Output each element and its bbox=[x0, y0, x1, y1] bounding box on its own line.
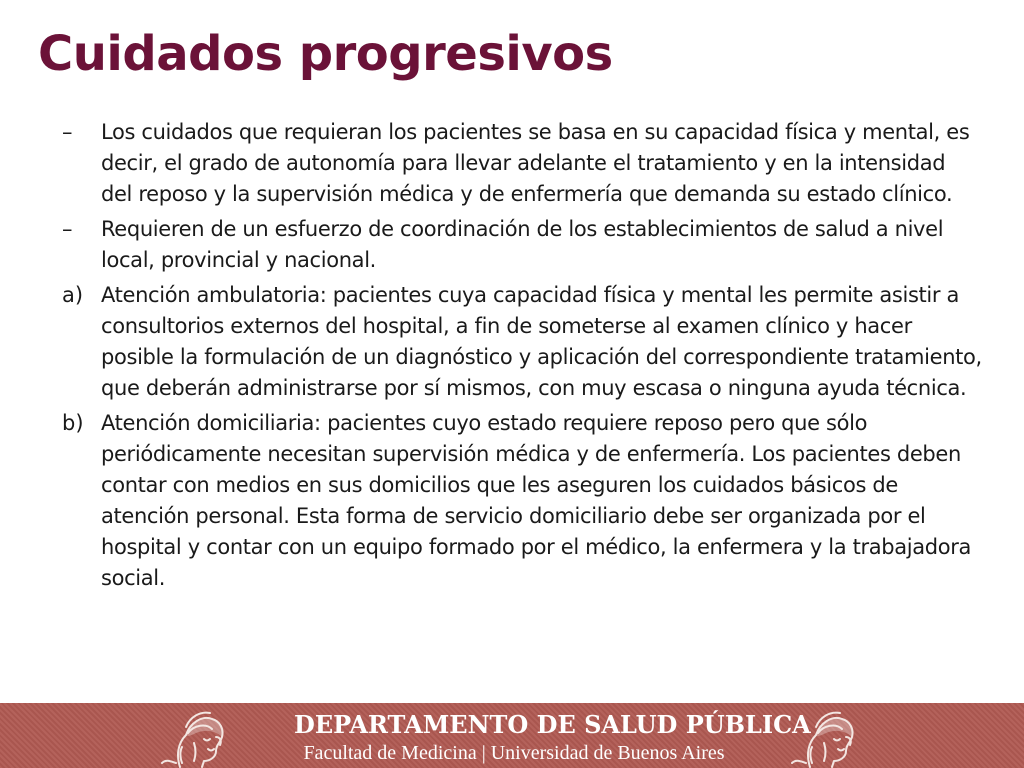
list-item bbox=[62, 280, 982, 404]
list-marker: – bbox=[62, 217, 73, 241]
list-item bbox=[62, 117, 982, 210]
list-item bbox=[62, 214, 982, 276]
list-item-text: Requieren de un esfuerzo de coordinación de los establecimientos de salud a nivel local, provincial y nacional. bbox=[101, 217, 944, 272]
footer-title: DEPARTAMENTO DE SALUD PÚBLICA bbox=[294, 710, 811, 739]
slide-title: Cuidados progresivos bbox=[38, 26, 613, 82]
list-item-text: Atención ambulatoria: pacientes cuya capacidad física y mental les permite asistir a consultorios externos del hospital, a fin de someterse al examen clínico y hacer posible la formulación de un diagnóstico y aplicación del correspondiente tratamiento, que deberán administrarse por sí mismos, con muy escasa o ninguna ayuda técnica. bbox=[101, 283, 982, 400]
classical-head-emblem-icon bbox=[780, 703, 870, 768]
classical-head-emblem-icon bbox=[150, 703, 240, 768]
list-item-text: Atención domiciliaria: pacientes cuyo estado requiere reposo pero que sólo periódicamente necesitan supervisión médica y de enfermería. Los pacientes deben contar con medios en sus domicilios que les aseguren los cuidados básicos de atención personal. Esta forma de servicio domiciliario debe ser organizada por el hospital y contar con un equipo formado por el médico, la enfermera y la trabajadora social. bbox=[101, 411, 972, 590]
bullet-list bbox=[62, 117, 982, 598]
list-item-text: Los cuidados que requieran los pacientes se basa en su capacidad física y mental, es decir, el grado de autonomía para llevar adelante el tratamiento y en la intensidad del reposo y la supervisión médica y de enfermería que demanda su estado clínico. bbox=[101, 120, 970, 206]
list-marker: a) bbox=[62, 283, 84, 307]
list-item bbox=[62, 408, 982, 594]
list-marker: b) bbox=[62, 411, 84, 435]
footer-subtitle: Facultad de Medicina | Universidad de Buenos Aires bbox=[303, 742, 725, 764]
list-marker: – bbox=[62, 120, 73, 144]
footer-banner bbox=[0, 703, 1024, 768]
